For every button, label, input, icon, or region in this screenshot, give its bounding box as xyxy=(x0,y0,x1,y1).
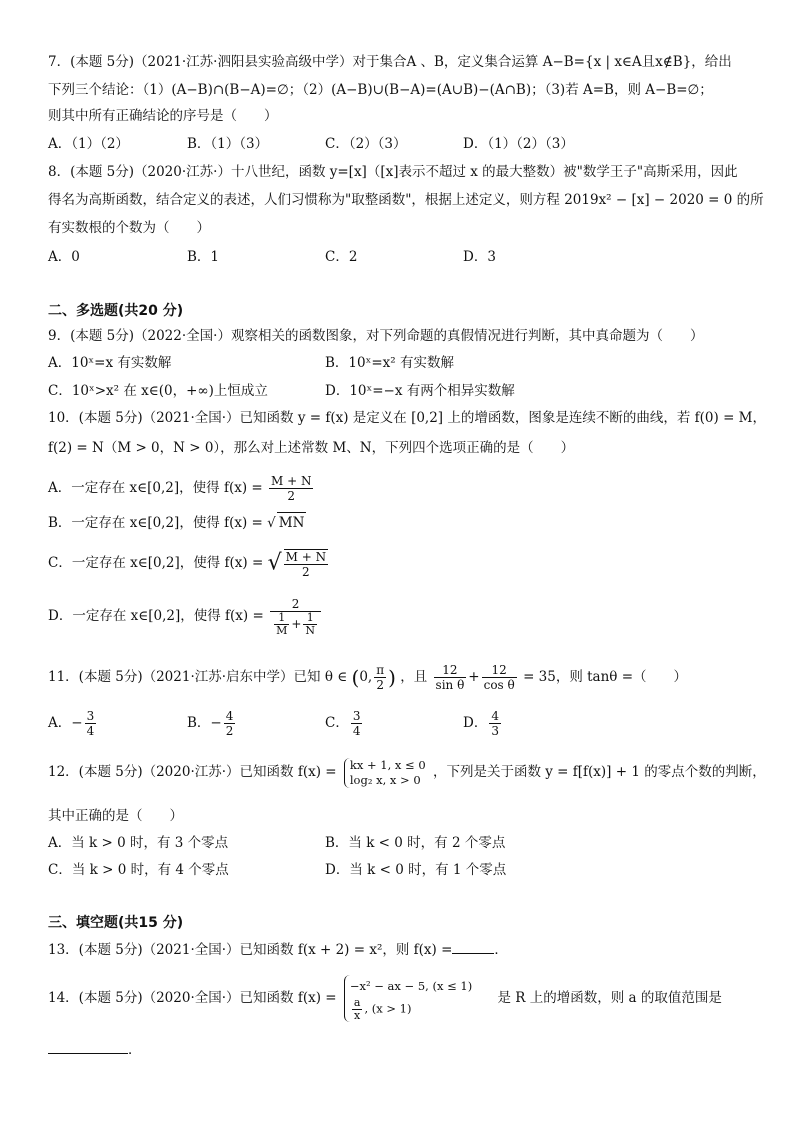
section-fill-in-title: 三、填空题(共15 分) xyxy=(48,915,184,931)
q7-option-c: C．（2）（3） xyxy=(325,136,407,152)
fraction: $\frac{12}{\text{sin θ}}$ xyxy=(435,663,465,692)
q7-option-d: D．（1）（2）（3） xyxy=(463,136,574,152)
q10-option-c-text: C．一定存在 x∈[0,2]，使得 f(x) = xyxy=(48,555,264,571)
q9-option-c: C．10ˣ>x² 在 x∈(0，+∞)上恒成立 xyxy=(48,383,268,399)
q12-option-d: D．当 k < 0 时，有 1 个零点 xyxy=(325,862,507,878)
q10-option-b xyxy=(48,512,306,533)
q9-option-d: D．10ˣ=−x 有两个相异实数解 xyxy=(325,383,515,399)
q10-option-d xyxy=(48,592,323,640)
fraction: 2 $\frac{1}{M}$ + $\frac{1}{N}$ xyxy=(270,597,321,637)
q8-line3: 有实数根的个数为（ ） xyxy=(48,220,210,236)
q8-line2: 得名为高斯函数，结合定义的表述，人们习惯称为"取整函数"，根据上述定义，则方程 2019x² − [x] − 2020 = 0 的所 xyxy=(48,192,764,208)
piecewise-function: −x² − ax − 5, (x ≤ 1) $\frac{a}{x}$ , (x > 1) xyxy=(344,975,472,1022)
q8-option-d: D．3 xyxy=(463,249,496,265)
q7-option-b: B．（1）（3） xyxy=(187,136,269,152)
q9-option-a: A．10ˣ=x 有实数解 xyxy=(48,355,172,371)
q10-option-a-text: A．一定存在 x∈[0,2]，使得 f(x) = xyxy=(48,480,263,496)
q10-option-c xyxy=(48,546,330,581)
q8-option-b: B．1 xyxy=(187,249,220,265)
q11-line1: 11．(本题 5分)（2021·江苏·启东中学）已知 θ ∈ (0, $\frac{\pi}{2}$ ) ，且 $\frac{12}{\text{sin θ}}$ + $\frac{12}{\text{cos θ}}$ = 35，则 tanθ =（ ） xyxy=(48,663,688,692)
q9-option-b: B．10ˣ=x² 有实数解 xyxy=(325,355,454,371)
sqrt-symbol: √ xyxy=(267,515,276,531)
fraction: $\frac{M + N}{2}$ xyxy=(285,549,327,579)
section-multiple-choice-title: 二、多选题(共20 分) xyxy=(48,303,184,319)
q7-option-a: A．（1）（2） xyxy=(48,136,129,152)
q8-option-c: C．2 xyxy=(325,249,358,265)
q10-option-b-text: B．一定存在 x∈[0,2]，使得 f(x) = xyxy=(48,515,263,531)
q13-line1: 13．(本题 5分)（2021·全国·）已知函数 f(x + 2) = x²，则 f(x) = ． xyxy=(48,942,508,958)
q11-option-b: B．− $\frac{4}{2}$ xyxy=(187,709,234,738)
q14-line2: ． xyxy=(48,1040,142,1060)
q11-option-c: C． $\frac{3}{4}$ xyxy=(325,709,361,738)
q10-option-a xyxy=(48,474,315,503)
q12-option-b: B．当 k < 0 时，有 2 个零点 xyxy=(325,835,506,851)
q12-line2: 其中正确的是（ ） xyxy=(48,808,183,824)
fx-label: f(x) = xyxy=(225,608,264,624)
q12-line1: 12．(本题 5分)（2020·江苏·）已知函数 f(x) = kx + 1, x ≤ 0 log₂ x, x > 0 ，下列是关于函数 y = f[f(x)] + 1 的零点个数的判断， xyxy=(48,757,766,787)
fraction: $\frac{\pi}{2}$ xyxy=(376,663,385,692)
sqrt-symbol: √ xyxy=(267,550,282,576)
fraction: $\frac{M + N}{2}$ xyxy=(271,474,312,503)
answer-blank[interactable] xyxy=(452,953,494,954)
q10-line1: 10．(本题 5分)（2021·全国·）已知函数 y = f(x) 是定义在 [0,2] 上的增函数，图象是连续不断的曲线，若 f(0) = M， xyxy=(48,410,766,426)
q8-line1: 8．(本题 5分)（2020·江苏·）十八世纪，函数 y=[x]（[x]表示不超过 x 的最大整数）被"数学王子"高斯采用，因此 xyxy=(48,164,738,180)
q10-line2: f(2) = N（M > 0，N > 0），那么对上述常数 M、N，下列四个选项正确的是（ ） xyxy=(48,440,575,456)
fraction: $\frac{12}{\text{cos θ}}$ xyxy=(483,663,515,692)
q8-option-a: A．0 xyxy=(48,249,80,265)
q7-line1: 7．(本题 5分)（2021·江苏·泗阳县实验高级中学）对于集合A 、B，定义集合运算 A−B={x | x∈A且x∉B}，给出 xyxy=(48,54,732,70)
q7-line3: 则其中所有正确结论的序号是（ ） xyxy=(48,108,278,124)
sqrt-content: MN xyxy=(277,512,307,533)
q14-line1: 14．(本题 5分)（2020·全国·）已知函数 f(x) = −x² − ax − 5, (x ≤ 1) $\frac{a}{x}$ , (x > 1) 是 R 上的增函数，则 a 的取值范围是 xyxy=(48,968,722,1028)
q12-option-c: C．当 k > 0 时，有 4 个零点 xyxy=(48,862,229,878)
q10-option-d-text: D．一定存在 x∈[0,2]，使得 xyxy=(48,608,221,624)
q7-line2: 下列三个结论：（1）(A−B)∩(B−A)=∅；（2）(A−B)∪(B−A)=(A∪B)−(A∩B)；（3)若 A=B，则 A−B=∅； xyxy=(48,82,713,98)
answer-blank[interactable] xyxy=(48,1053,128,1054)
q11-option-a: A．− $\frac{3}{4}$ xyxy=(48,709,95,738)
q11-option-d: D． $\frac{4}{3}$ xyxy=(463,709,499,738)
q9-line1: 9．(本题 5分)（2022·全国·）观察相关的函数图象，对下列命题的真假情况进行判断，其中真命题为（ ） xyxy=(48,328,704,344)
q12-option-a: A．当 k > 0 时，有 3 个零点 xyxy=(48,835,229,851)
piecewise-function: kx + 1, x ≤ 0 log₂ x, x > 0 xyxy=(344,758,426,788)
